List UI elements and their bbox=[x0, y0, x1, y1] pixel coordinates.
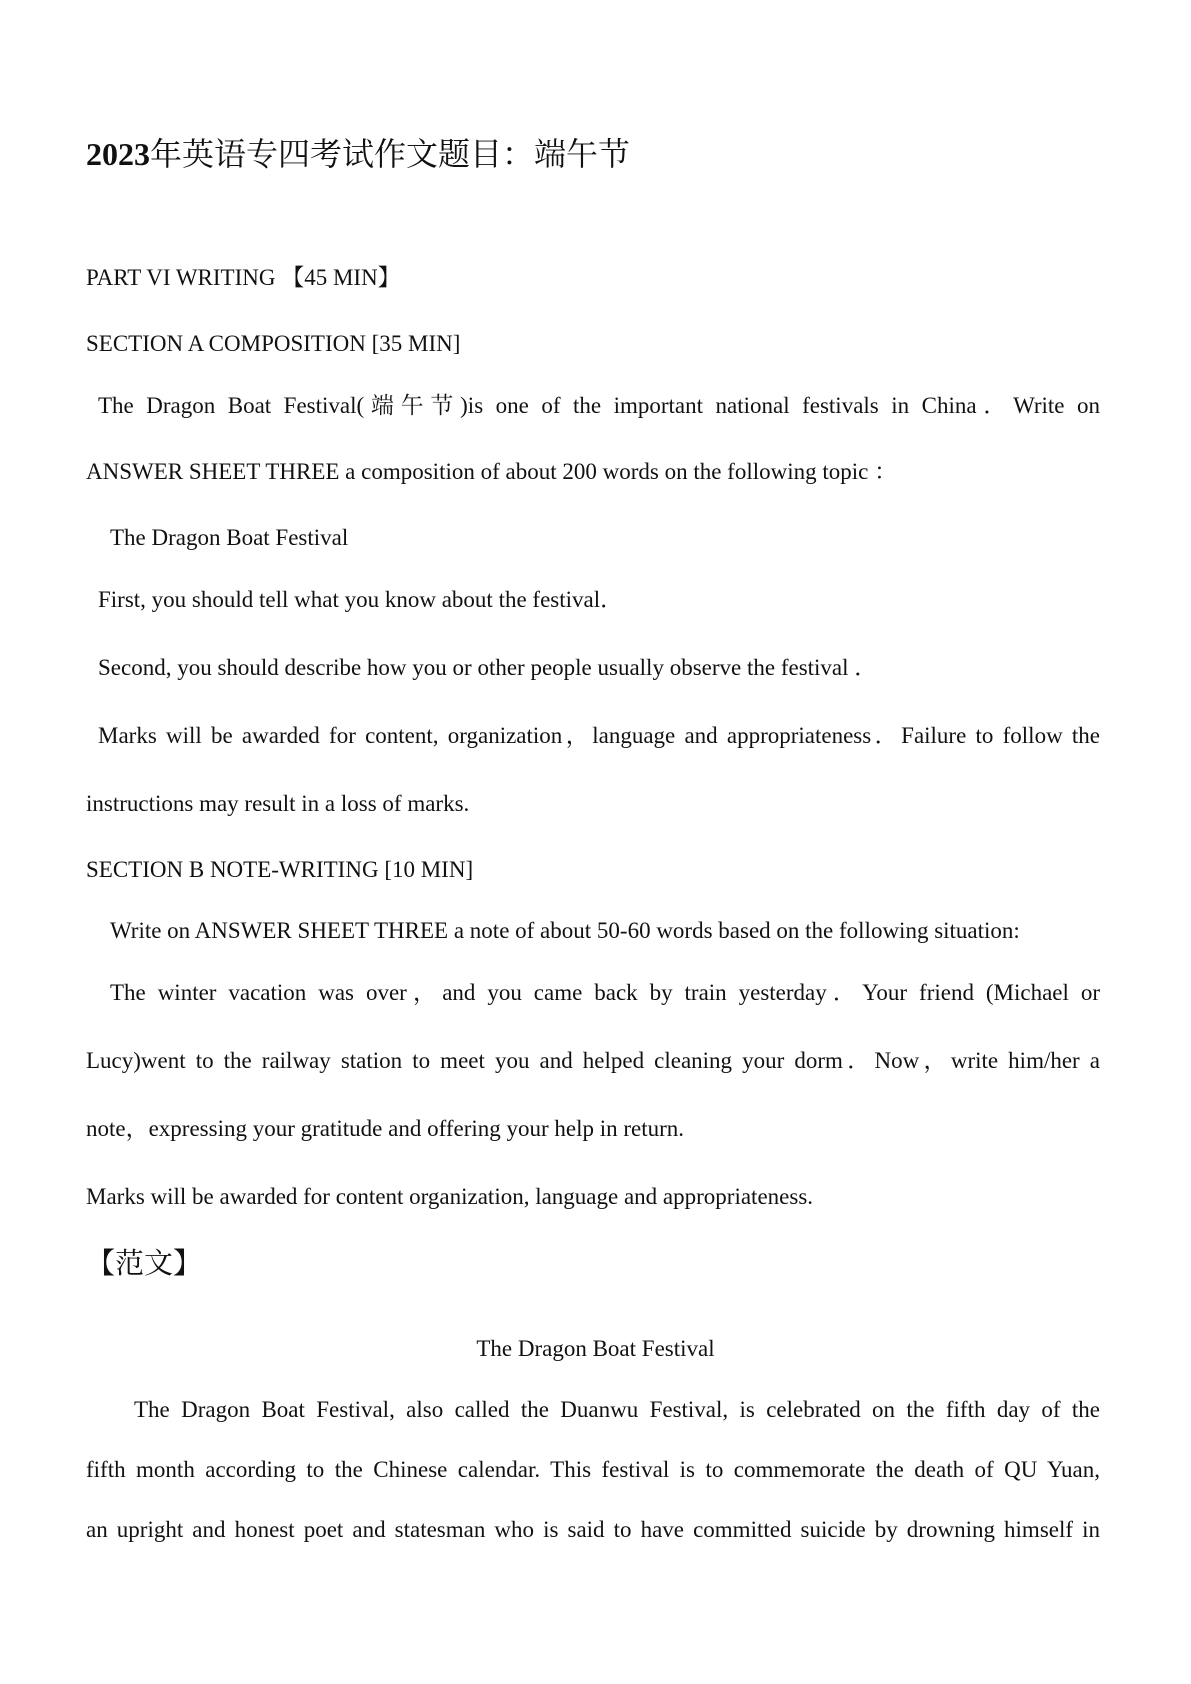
section-b-instruction: Write on ANSWER SHEET THREE a note of about 50-60 words based on the following situation: bbox=[110, 918, 1020, 943]
section-b-situation-line-2: Lucy)went to the railway station to meet you and helped cleaning your dorm．Now，write him/her a bbox=[86, 1048, 1100, 1073]
section-b-heading: SECTION B NOTE-WRITING [10 MIN] bbox=[86, 857, 474, 882]
document-title bbox=[86, 134, 630, 174]
section-a-topic: The Dragon Boat Festival bbox=[110, 525, 349, 550]
section-b-situation-line-1: The winter vacation was over，and you came back by train yesterday．Your friend (Michael or bbox=[110, 980, 1100, 1005]
model-essay-line-3: an upright and honest poet and statesman who is said to have committed suicide by drowning himself in bbox=[86, 1517, 1100, 1542]
section-a-prompt-line-2: ANSWER SHEET THREE a composition of about 200 words on the following topic ： bbox=[86, 459, 898, 484]
section-a-marks-line-1: Marks will be awarded for content, organization，language and appropriateness．Failure to follow the bbox=[98, 723, 1100, 748]
section-b-marks: Marks will be awarded for content organization, language and appropriateness. bbox=[86, 1184, 814, 1209]
section-b-situation-line-3: note，expressing your gratitude and offering your help in return. bbox=[86, 1116, 685, 1141]
part-heading: PART VI WRITING 【45 MIN】 bbox=[86, 265, 401, 290]
model-essay-line-2: fifth month according to the Chinese calendar. This festival is to commemorate the death of QU Yuan, bbox=[86, 1457, 1100, 1482]
section-a-prompt-line-1: The Dragon Boat Festival(端午节)is one of the important national festivals in China．Write on bbox=[98, 393, 1100, 418]
model-essay-title: The Dragon Boat Festival bbox=[476, 1336, 715, 1361]
title-text: 年英语专四考试作文题目：端午节 bbox=[150, 136, 631, 172]
section-a-heading: SECTION A COMPOSITION [35 MIN] bbox=[86, 331, 461, 356]
model-essay-heading: 【范文】 bbox=[86, 1248, 203, 1280]
section-a-instruction-2: Second, you should describe how you or other people usually observe the festival ． bbox=[98, 655, 878, 680]
title-year: 2023 bbox=[86, 136, 150, 172]
model-essay-line-1: The Dragon Boat Festival, also called the Duanwu Festival, is celebrated on the fifth day of the bbox=[134, 1397, 1100, 1422]
section-a-marks-line-2: instructions may result in a loss of marks. bbox=[86, 791, 470, 816]
section-a-instruction-1: First, you should tell what you know about the festival． bbox=[98, 587, 624, 612]
